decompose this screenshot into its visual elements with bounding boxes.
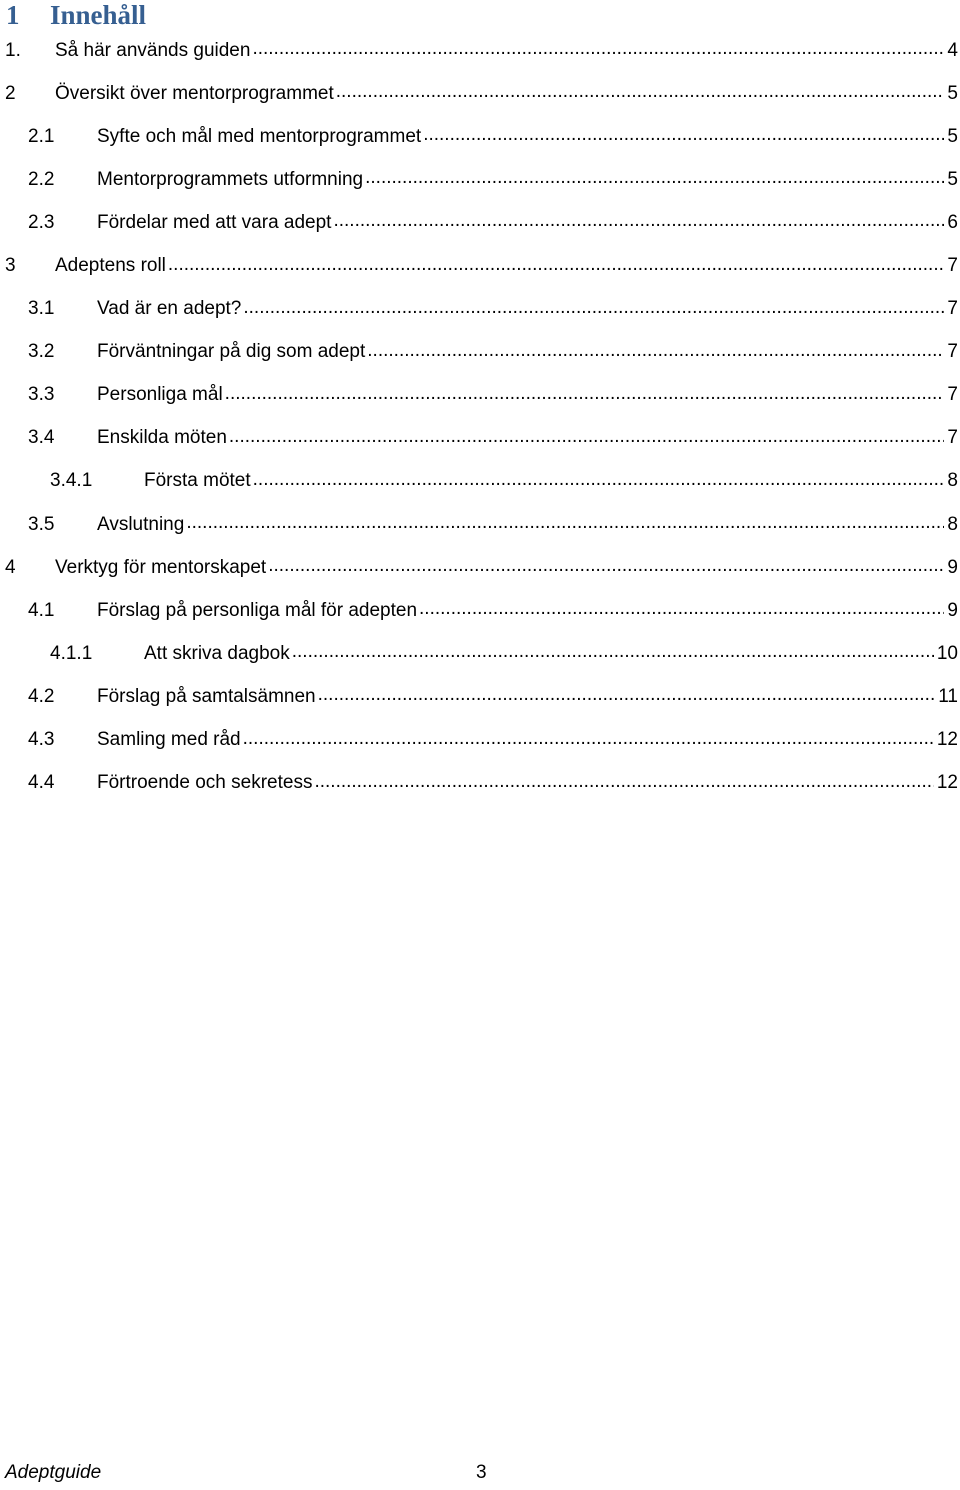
- footer-page-number: 3: [476, 1462, 487, 1483]
- toc-entry[interactable]: [0, 115, 960, 158]
- toc-entry-title: Vad är en adept?: [97, 298, 242, 320]
- toc-entry-title: Första mötet: [144, 470, 251, 492]
- toc-entry[interactable]: [0, 244, 960, 287]
- toc-entry[interactable]: [0, 331, 960, 374]
- toc-entry-title: Mentorprogrammets utformning: [97, 168, 364, 190]
- toc-entry[interactable]: [0, 632, 960, 675]
- toc-entry-number: 1.: [5, 39, 21, 61]
- toc-entry-number: 3.3: [28, 384, 55, 406]
- toc-entry-number: 4: [5, 556, 16, 578]
- toc-entry-title: Att skriva dagbok: [144, 642, 290, 664]
- toc-entry-page: 4: [947, 39, 958, 61]
- footer-document-name: Adeptguide: [5, 1462, 102, 1483]
- toc-entry[interactable]: [0, 762, 960, 805]
- toc-dot-leader: [252, 45, 944, 64]
- toc-dot-leader: [225, 390, 945, 409]
- toc-entry-page: 7: [947, 427, 958, 449]
- toc-entry[interactable]: [0, 675, 960, 718]
- toc-dot-leader: [365, 174, 944, 193]
- toc-entry-page: 6: [947, 211, 958, 233]
- toc-heading-title: Innehåll: [50, 0, 147, 30]
- toc-dot-leader: [243, 735, 934, 754]
- toc-entry[interactable]: [0, 201, 960, 244]
- toc-entry[interactable]: [0, 460, 960, 503]
- toc-entry-number: 4.1: [28, 599, 55, 621]
- toc-dot-leader: [253, 476, 945, 495]
- toc-entry-title: Verktyg för mentorskapet: [55, 556, 267, 578]
- toc-dot-leader: [419, 605, 944, 624]
- toc-dot-leader: [314, 778, 933, 797]
- toc-dot-leader: [318, 691, 936, 710]
- toc-heading-number: 1: [6, 0, 20, 30]
- toc-entry-page: 8: [947, 513, 958, 535]
- toc-dot-leader: [367, 347, 944, 366]
- toc-entry-number: 3.2: [28, 341, 55, 363]
- toc-entry-number: 2.3: [28, 211, 55, 233]
- toc-dot-leader: [292, 648, 934, 667]
- toc-entry-number: 2.1: [28, 125, 55, 147]
- toc-entry-page: 10: [936, 642, 958, 664]
- toc-dot-leader: [336, 88, 945, 107]
- toc-entry-title: Så här används guiden: [55, 39, 251, 61]
- toc-entry-page: 7: [947, 298, 958, 320]
- toc-entry-title: Fördelar med att vara adept: [97, 211, 332, 233]
- toc-entry-page: 11: [938, 685, 958, 707]
- toc-entry-page: 7: [947, 255, 958, 277]
- toc-entry-number: 2: [5, 82, 16, 104]
- toc-entry-number: 4.4: [28, 772, 55, 794]
- toc-entry-page: 7: [947, 384, 958, 406]
- toc-entry[interactable]: [0, 589, 960, 632]
- toc-dot-leader: [333, 217, 944, 236]
- toc-entry-page: 9: [947, 556, 958, 578]
- toc-entry[interactable]: [0, 72, 960, 115]
- toc-entry-number: 3.4: [28, 427, 55, 449]
- toc-entry-number: 4.2: [28, 685, 55, 707]
- toc-entry[interactable]: [0, 417, 960, 460]
- toc-entry-title: Samling med råd: [97, 729, 241, 751]
- toc-dot-leader: [423, 131, 944, 150]
- page-footer: [5, 1462, 525, 1490]
- toc-entry-number: 3.4.1: [50, 470, 93, 492]
- toc-entry-number: 3: [5, 255, 16, 277]
- toc-entry-title: Enskilda möten: [97, 427, 227, 449]
- toc-entry-number: 4.1.1: [50, 642, 93, 664]
- toc-entry[interactable]: [0, 374, 960, 417]
- toc-entry-title: Adeptens roll: [55, 255, 166, 277]
- toc-entry-title: Förväntningar på dig som adept: [97, 341, 366, 363]
- toc-entry[interactable]: [0, 503, 960, 546]
- table-of-contents: [0, 29, 960, 805]
- toc-entry-page: 5: [947, 82, 958, 104]
- toc-dot-leader: [243, 304, 944, 323]
- toc-entry-page: 7: [947, 341, 958, 363]
- toc-entry[interactable]: [0, 29, 960, 72]
- toc-entry-title: Syfte och mål med mentorprogrammet: [97, 125, 422, 147]
- toc-entry-title: Avslutning: [97, 513, 185, 535]
- toc-entry[interactable]: [0, 546, 960, 589]
- toc-dot-leader: [229, 433, 945, 452]
- toc-entry-number: 2.2: [28, 168, 55, 190]
- toc-entry-number: 4.3: [28, 729, 55, 751]
- toc-entry-title: Förslag på personliga mål för adepten: [97, 599, 418, 621]
- toc-entry[interactable]: [0, 288, 960, 331]
- toc-dot-leader: [268, 562, 944, 581]
- toc-entry-number: 3.1: [28, 298, 55, 320]
- toc-entry-page: 9: [947, 599, 958, 621]
- toc-entry[interactable]: [0, 719, 960, 762]
- toc-entry-page: 12: [936, 729, 958, 751]
- toc-entry-title: Förtroende och sekretess: [97, 772, 313, 794]
- toc-entry-page: 8: [947, 470, 958, 492]
- toc-entry-title: Förslag på samtalsämnen: [97, 685, 316, 707]
- toc-entry-page: 12: [936, 772, 958, 794]
- toc-heading: [6, 0, 146, 30]
- toc-entry-page: 5: [947, 125, 958, 147]
- toc-dot-leader: [186, 519, 944, 538]
- toc-entry-number: 3.5: [28, 513, 55, 535]
- toc-entry-title: Översikt över mentorprogrammet: [55, 82, 334, 104]
- toc-entry-title: Personliga mål: [97, 384, 223, 406]
- toc-dot-leader: [168, 261, 945, 280]
- toc-entry-page: 5: [947, 168, 958, 190]
- toc-entry[interactable]: [0, 158, 960, 201]
